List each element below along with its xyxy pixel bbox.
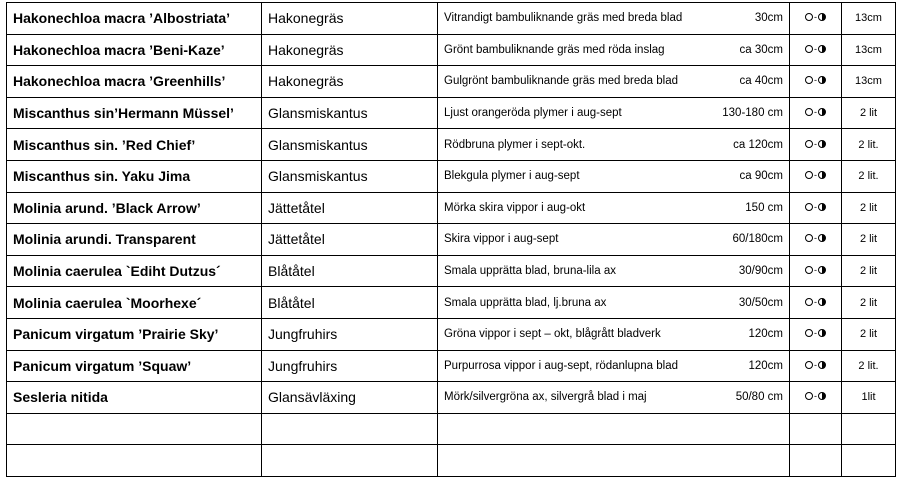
latin-name: Molinia caerulea `Ediht Dutzus´ [7,255,262,287]
swedish-name: Glansmiskantus [262,160,438,192]
swedish-name: Blåtåtel [262,287,438,319]
light-cell [790,350,842,382]
half-shade-icon [818,266,826,274]
table-row [7,255,896,287]
description-cell [438,255,790,287]
sun-icon [805,329,813,337]
empty-cell [262,445,438,477]
description-cell [438,350,790,382]
empty-cell [262,413,438,445]
light-cell [790,318,842,350]
empty-cell [438,445,790,477]
sun-partshade-icon: - [805,13,826,21]
plant-height: 60/180cm [732,233,783,246]
half-shade-icon [818,140,826,148]
description: Smala upprätta blad, bruna-lila ax [444,265,616,278]
description-cell [438,3,790,35]
table-row [7,97,896,129]
half-shade-icon [818,203,826,211]
pot-size: 2 lit [842,97,896,129]
light-cell [790,160,842,192]
sun-icon [805,392,813,400]
latin-name: Panicum virgatum ’Squaw’ [7,350,262,382]
half-shade-icon [818,234,826,242]
sun-partshade-icon: - [805,392,826,400]
sun-icon [805,361,813,369]
latin-name: Miscanthus sin’Hermann Müssel’ [7,97,262,129]
swedish-name: Glansmiskantus [262,129,438,161]
swedish-name: Jättetåtel [262,224,438,256]
latin-name: Sesleria nitida [7,382,262,414]
description: Gulgrönt bambuliknande gräs med breda blad [444,75,678,88]
table-row [7,34,896,66]
sun-icon [805,171,813,179]
description-cell [438,192,790,224]
swedish-name: Hakonegräs [262,34,438,66]
swedish-name: Jungfruhirs [262,350,438,382]
sun-partshade-icon: - [805,234,826,242]
table-row [7,192,896,224]
half-shade-icon [818,13,826,21]
description: Smala upprätta blad, lj.bruna ax [444,296,607,309]
description-cell [438,224,790,256]
plant-height: ca 90cm [739,170,783,183]
pot-size: 2 lit [842,287,896,319]
table-row [7,287,896,319]
table-row [7,160,896,192]
latin-name: Hakonechloa macra ’Greenhills’ [7,66,262,98]
sun-partshade-icon: - [805,108,826,116]
pot-size: 2 lit [842,318,896,350]
description: Purpurrosa vippor i aug-sept, rödanlupna blad [444,359,678,372]
plant-height: ca 120cm [733,138,783,151]
swedish-name: Blåtåtel [262,255,438,287]
empty-cell [790,445,842,477]
pot-size: 2 lit. [842,350,896,382]
sun-partshade-icon: - [805,266,826,274]
light-cell [790,382,842,414]
description: Mörk/silvergröna ax, silvergrå blad i maj [444,391,647,404]
sun-partshade-icon: - [805,298,826,306]
light-cell [790,192,842,224]
description-cell [438,160,790,192]
swedish-name: Hakonegräs [262,66,438,98]
table-row [7,129,896,161]
plant-table-body [7,3,896,477]
plant-height: 120cm [748,328,783,341]
empty-cell [438,413,790,445]
pot-size: 2 lit. [842,160,896,192]
description-cell [438,34,790,66]
latin-name: Molinia arund. ’Black Arrow’ [7,192,262,224]
sun-partshade-icon: - [805,361,826,369]
light-cell [790,255,842,287]
pot-size: 13cm [842,34,896,66]
plant-height: 120cm [748,359,783,372]
sun-partshade-icon: - [805,203,826,211]
sun-partshade-icon: - [805,171,826,179]
description: Grönt bambuliknande gräs med röda inslag [444,43,665,56]
latin-name: Molinia caerulea `Moorhexe´ [7,287,262,319]
description-cell [438,382,790,414]
table-row [7,3,896,35]
description-cell [438,287,790,319]
description: Mörka skira vippor i aug-okt [444,201,586,214]
empty-cell [7,413,262,445]
swedish-name: Jungfruhirs [262,318,438,350]
half-shade-icon [818,298,826,306]
table-row [7,382,896,414]
pot-size: 2 lit. [842,129,896,161]
sun-partshade-icon: - [805,140,826,148]
latin-name: Molinia arundi. Transparent [7,224,262,256]
sun-partshade-icon: - [805,76,826,84]
empty-cell [842,413,896,445]
description: Ljust orangeröda plymer i aug-sept [444,107,622,120]
latin-name: Miscanthus sin. ’Red Chief’ [7,129,262,161]
sun-icon [805,298,813,306]
light-cell [790,97,842,129]
light-cell [790,3,842,35]
latin-name: Miscanthus sin. Yaku Jima [7,160,262,192]
sun-icon [805,45,813,53]
description-cell [438,66,790,98]
empty-row [7,413,896,445]
plant-height: 30/90cm [738,265,783,278]
empty-row [7,445,896,477]
sun-icon [805,13,813,21]
empty-cell [842,445,896,477]
pot-size: 13cm [842,66,896,98]
light-cell [790,34,842,66]
plant-height: ca 30cm [739,43,783,56]
light-cell [790,66,842,98]
table-row [7,350,896,382]
table-row [7,318,896,350]
latin-name: Hakonechloa macra ’Albostriata’ [7,3,262,35]
description: Vitrandigt bambuliknande gräs med breda blad [444,12,683,25]
swedish-name: Glansmiskantus [262,97,438,129]
pot-size: 1lit [842,382,896,414]
description: Blekgula plymer i aug-sept [444,170,580,183]
pot-size: 13cm [842,3,896,35]
light-cell [790,129,842,161]
description-cell [438,97,790,129]
plant-height: 130-180 cm [722,107,783,120]
latin-name: Panicum virgatum ’Prairie Sky’ [7,318,262,350]
empty-cell [7,445,262,477]
half-shade-icon [818,171,826,179]
table-row [7,66,896,98]
description: Gröna vippor i sept – okt, blågrått bladverk [444,328,661,341]
pot-size: 2 lit [842,255,896,287]
swedish-name: Hakonegräs [262,3,438,35]
sun-partshade-icon: - [805,329,826,337]
half-shade-icon [818,76,826,84]
half-shade-icon [818,392,826,400]
empty-cell [790,413,842,445]
plant-height: ca 40cm [739,75,783,88]
sun-icon [805,266,813,274]
plant-height: 50/80 cm [735,391,783,404]
description-cell [438,318,790,350]
pot-size: 2 lit [842,192,896,224]
sun-partshade-icon: - [805,45,826,53]
half-shade-icon [818,45,826,53]
description: Skira vippor i aug-sept [444,233,559,246]
sun-icon [805,76,813,84]
table-row [7,224,896,256]
pot-size: 2 lit [842,224,896,256]
half-shade-icon [818,361,826,369]
plant-height: 150 cm [745,201,783,214]
sun-icon [805,108,813,116]
plant-height: 30cm [754,12,783,25]
sun-icon [805,203,813,211]
description-cell [438,129,790,161]
light-cell [790,287,842,319]
light-cell [790,224,842,256]
plant-table [6,2,896,477]
swedish-name: Jättetåtel [262,192,438,224]
latin-name: Hakonechloa macra ’Beni-Kaze’ [7,34,262,66]
sun-icon [805,234,813,242]
description: Rödbruna plymer i sept-okt. [444,138,586,151]
half-shade-icon [818,108,826,116]
plant-height: 30/50cm [738,296,783,309]
sun-icon [805,140,813,148]
swedish-name: Glansävläxing [262,382,438,414]
half-shade-icon [818,329,826,337]
